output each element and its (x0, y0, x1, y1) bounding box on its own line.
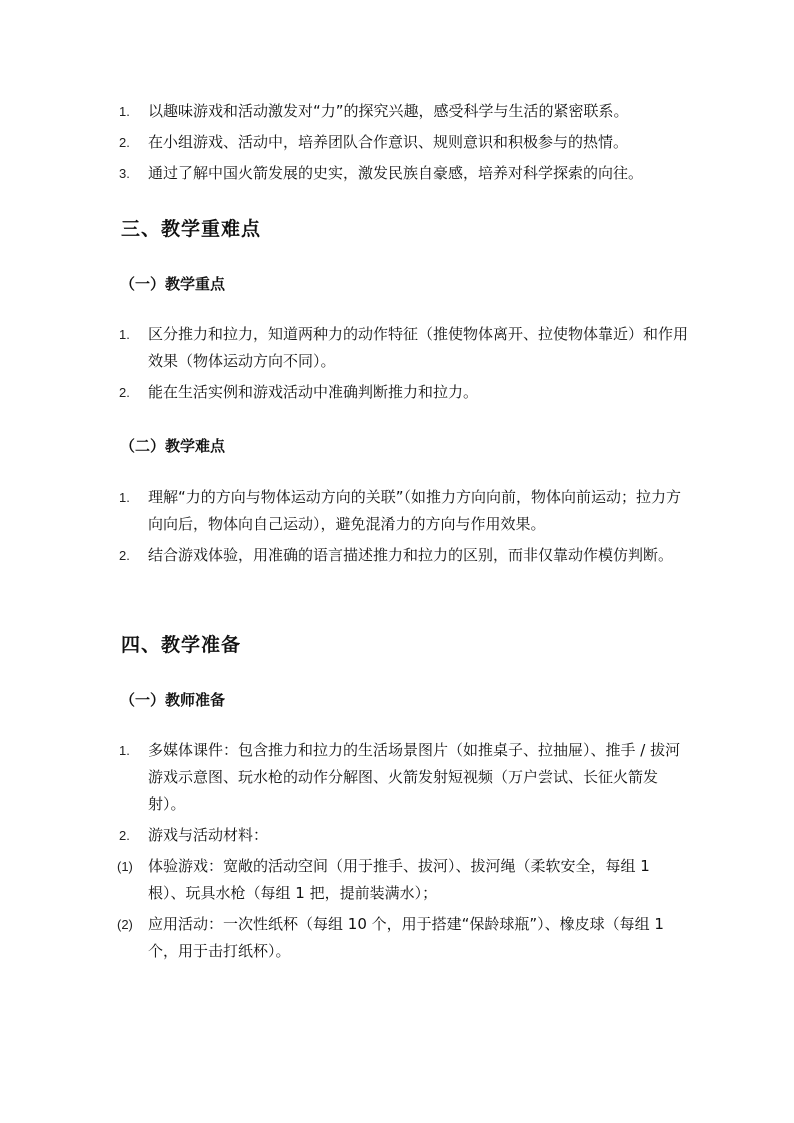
list-text: 通过了解中国火箭发展的史实，激发民族自豪感，培养对科学探索的向往。 (148, 164, 644, 182)
list-text: 在小组游戏、活动中，培养团队合作意识、规则意识和积极参与的热情。 (148, 133, 629, 151)
goals-list (0, 98, 794, 187)
list-item (0, 484, 794, 538)
list-number: (1) (117, 859, 133, 874)
subsection-title: （一）教学重点 (120, 275, 226, 293)
list-item (0, 321, 794, 375)
list-number: 3. (119, 166, 130, 181)
difficulties-list (0, 484, 794, 569)
list-item (0, 822, 794, 849)
list-number: (2) (117, 917, 133, 932)
list-text: 区分推力和拉力，知道两种力的动作特征（推使物体离开、拉使物体靠近）和作用效果（物体运动方向不同）。 (148, 325, 689, 370)
list-item (0, 129, 794, 156)
list-text: 体验游戏：宽敞的活动空间（用于推手、拔河）、拔河绳（柔软安全，每组 1 根）、玩具水枪（每组 1 把，提前装满水）； (148, 857, 650, 902)
list-text: 以趣味游戏和活动激发对“力”的探究兴趣，感受科学与生活的紧密联系。 (148, 102, 629, 120)
list-number: 2. (119, 135, 130, 150)
list-item (0, 737, 794, 818)
list-text: 能在生活实例和游戏活动中准确判断推力和拉力。 (148, 383, 479, 401)
teacher-prep-list (0, 737, 794, 965)
list-item (0, 379, 794, 406)
list-number: 2. (119, 548, 130, 563)
list-text: 结合游戏体验，用准确的语言描述推力和拉力的区别，而非仅靠动作模仿判断。 (148, 546, 674, 564)
section-title: 四、教学准备 (121, 634, 242, 656)
key-points-list (0, 321, 794, 406)
list-item (0, 98, 794, 125)
list-number: 2. (119, 385, 130, 400)
subsection-title: （一）教师准备 (120, 691, 226, 709)
list-number: 2. (119, 828, 130, 843)
list-text: 多媒体课件：包含推力和拉力的生活场景图片（如推桌子、拉抽屉）、推手 / 拔河游戏示意图、玩水枪的动作分解图、火箭发射短视频（万户尝试、长征火箭发射）。 (148, 741, 681, 813)
list-text: 理解“力的方向与物体运动方向的关联”（如推力方向向前，物体向前运动；拉力方向向后，物体向自己运动），避免混淆力的方向与作用效果。 (148, 488, 682, 533)
list-text: 游戏与活动材料： (148, 826, 269, 844)
list-item (0, 542, 794, 569)
section-title: 三、教学重难点 (121, 218, 262, 240)
list-text: 应用活动：一次性纸杯（每组 10 个，用于搭建“保龄球瓶”）、橡皮球（每组 1 个，用于击打纸杯）。 (148, 915, 664, 960)
list-item (0, 160, 794, 187)
list-number: 1. (119, 327, 130, 342)
list-number: 1. (119, 104, 130, 119)
list-item (0, 911, 794, 965)
list-item (0, 853, 794, 907)
list-number: 1. (119, 743, 130, 758)
subsection-title: （二）教学难点 (120, 437, 226, 455)
list-number: 1. (119, 490, 130, 505)
